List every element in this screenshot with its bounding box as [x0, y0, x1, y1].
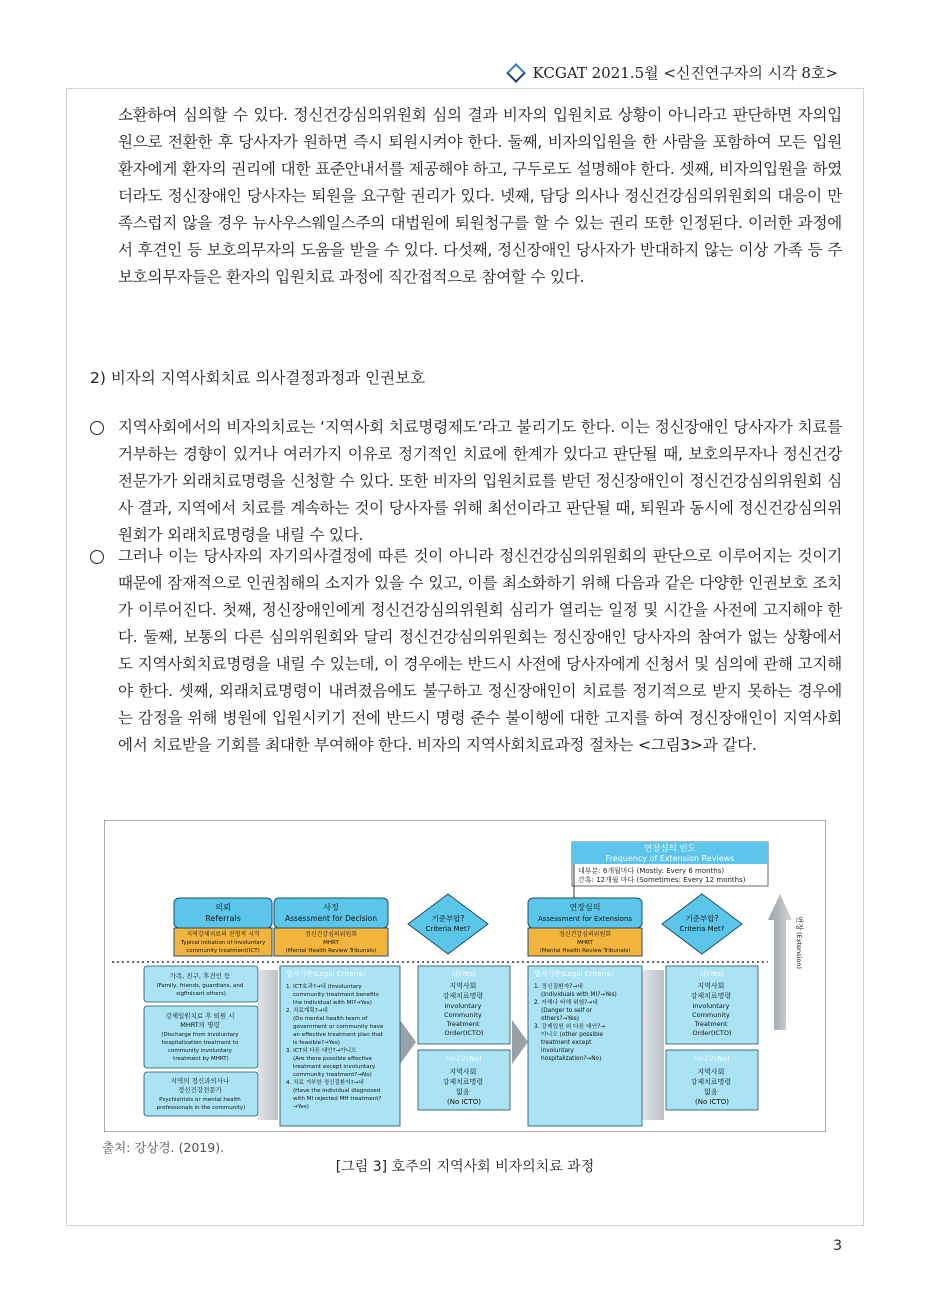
decision-sub-ko: 정신건강심의위원회 [304, 931, 358, 938]
section-title: 2) 비자의 지역사회치료 의사결정과정과 인권보호 [90, 369, 426, 387]
extension-arrow-ko: 연장 [795, 916, 804, 931]
bullet-paragraph-2: 그러나 이는 당사자의 자기의사결정에 따른 것이 아니라 정신건강심의위원회의 판단으로 이루어지는 것이기 때문에 잠재적으로 인권침해의 소지가 있을 수 있고, 이를 최소화하기 위해 다음과 같은 다양한 인권보호 조치가 이루어진다. 첫째, 정신장애인에게 정신건강심의위원회 심리가 열리는 일정 및 시간을 사전에 고지해야 한다. 둘째, 보통의 다른 심의위원회와 달리 정신건강심의위원회는 정신장애인 당사자의 참여가 없는 상황에서도 지역사회치료명령을 내릴 수 있는데, 이 경우에는 반드시 사전에 당사자에게 신청서 및 심의에 관해 고지해야 한다. 셋째, 외래치료명령이 내려졌음에도 불구하고 정신장애인이 치료를 정기적으로 받지 못하는 경우에는 감정을 위해 병원에 입원시키기 전에 반드시 명령 준수 불이행에 대한 고지를 하여 정신장애인이 지역사회에서 치료받을 기회를 최대한 부여해야 한다. 비자의 지역사회치료과정 절차는 <그림3>과 같다. [118, 547, 842, 754]
referrals-sub-en2: community treatment(ICT) [186, 948, 260, 954]
decision-sub-en2: (Mental Health Review Tribunals) [285, 948, 377, 954]
criteria2-en: Criteria Met? [679, 925, 725, 933]
extension-freq-line2: 간혹: 12개월 마다 (Sometimes: Every 12 months) [578, 876, 746, 884]
legal-criteria-box-2 [528, 966, 642, 1126]
extension-sub-en2: (Mental Health Review Tribunals) [539, 948, 631, 954]
page-number: 3 [833, 1238, 842, 1254]
referrals-sub-en1: Typical initiation of involuntary [180, 940, 266, 946]
criteria1-en: Criteria Met? [425, 925, 471, 933]
legal-criteria-box-1 [280, 966, 400, 1126]
yes-1-label: 네(Yes) [452, 970, 476, 978]
header-text: KCGAT 2021.5월 <신진연구자의 시각 8호> [532, 64, 838, 82]
ref-box-3-text: 지역의 정신과의사나 정신건강전문가 Psychistrists or mental health professionals in the community) [156, 1077, 246, 1111]
yes-2-text: 지역사회 강제치료명령 Involuntary Community Treatment Order(ICTO) [690, 982, 732, 1037]
figure-flowchart [104, 820, 826, 1132]
extension-sub-en1: MHRT [577, 940, 593, 946]
criteria1-ko: 기준부합? [431, 914, 465, 923]
ref-box-1-text: 가족, 친구, 후견인 등 (Family, friends, guardians, and sigfinicant others) [156, 972, 244, 997]
ref-box-2-text: 강제입원치료 후 퇴원 시 MHRT의 명령 (Discharge from involuntary hospitalization treatment to community involuntary treatment by MHRT) [161, 1012, 239, 1062]
no-2-label: 아니오(No) [694, 1055, 730, 1063]
body-paragraph: 소환하여 심의할 수 있다. 정신건강심의위원회 심의 결과 비자의 입원치료 상황이 아니라고 판단하면 자의입원으로 전환한 후 당사자가 원하면 즉시 퇴원시켜야 한다. 둘째, 비자의입원을 한 사람을 포함하여 모든 입원환자에게 환자의 권리에 대한 표준안내서를 제공해야 하고, 구두로도 설명해야 한다. 셋째, 비자의입원을 하였더라도 정신장애인 당사자는 퇴원을 요구할 권리가 있다. 넷째, 담당 의사나 정신건강심의위원회의 대응이 만족스럽지 않을 경우 뉴사우스웨일스주의 대법원에 퇴원청구를 할 수 있는 권리 또한 인정된다. 이러한 과정에서 후견인 등 보호의무자의 도움을 받을 수 있다. 다섯째, 정신장애인 당사자가 반대하지 않는 이상 가족 등 주 보호의무자들은 환자의 입원치료 과정에 직간접적으로 참여할 수 있다. [118, 106, 842, 286]
no-2-text: 지역사회 강제치료명령 없음 (No ICTO) [690, 1068, 732, 1106]
no-1-label: 아니오(No) [446, 1055, 482, 1063]
no-1-text: 지역사회 강제치료명령 없음 (No ICTO) [442, 1068, 484, 1106]
extension-freq-title-ko: 연장심의 빈도 [644, 844, 696, 854]
referrals-title-en: Referrals [205, 914, 241, 923]
referrals-title-ko: 의뢰 [215, 903, 231, 912]
extension-title-ko: 연장심의 [569, 903, 601, 912]
legal-criteria-2-text: 1. 정신질환자?→네 (Individuals with MI?→Yes) 2. 자해나 타해 위험?→네 (Danger to self or others?→Yes) 3. 강제입원 외 다른 대안?→ 아니오 (other possible treatment except involuntary hospitalization?→No) [534, 984, 617, 1062]
decision-title-ko: 사정 [323, 903, 339, 912]
legal-criteria-1-title: 법적기준(Legal Criteria) [286, 970, 366, 978]
extension-arrow-en: (Extension) [795, 932, 803, 969]
decision-sub-en1: MHRT [323, 940, 339, 946]
flow-arrow-4 [642, 970, 664, 1120]
circle-bullet-icon [90, 421, 104, 435]
diamond-icon [506, 63, 526, 83]
legal-criteria-2-title: 법적기준(Legal Criteria) [534, 970, 614, 978]
extension-sub-ko: 정신건강심의위원회 [558, 931, 612, 938]
bullet-paragraph-1: 지역사회에서의 비자의치료는 ‘지역사회 치료명령제도’라고 불리기도 한다. 이는 정신장애인 당사자가 치료를 거부하는 경향이 있거나 여러가지 이유로 정기적인 치료에 한계가 있다고 판단될 때, 보호의무자나 정신건강전문가가 외래치료명령을 신청할 수 있다. 또한 비자의 입원치료를 받던 정신장애인이 정신건강심의위원회 심사 결과, 지역에서 치료를 계속하는 것이 당사자를 위해 최선이라고 판단될 때, 퇴원과 동시에 정신건강심의위원회가 외래치료명령을 내릴 수 있다. [118, 418, 842, 544]
yes-2-label: 네(Yes) [700, 970, 724, 978]
referrals-sub-ko: 지역강제치료의 전형적 시작 [186, 931, 260, 938]
legal-criteria-1-text: 1. ICT효과?→네 (Involuntary community treatment benefits the individual with MI?→Yes) 2. 치료계획?→네 (Do mental health team of government or community have an effective treatment plan that is feasible?→Yes) 3. ICT외 다른 대안?→아니오 (Are there possible effective treatment except involuntary community treatment?→No) 4. 치료 거부한 정신질환자?→네 (Have the individual diagnosed with MI rejected MH treatment? →Yes) [286, 984, 384, 1110]
criteria2-ko: 기준부합? [685, 914, 719, 923]
extension-freq-title-en: Frequency of Extension Reviews [605, 854, 735, 863]
circle-bullet-icon [90, 550, 104, 564]
yes-1-text: 지역사회 강제치료명령 Involuntary Community Treatment Order(ICTO) [442, 982, 484, 1037]
figure-caption: [그림 3] 호주의 지역사회 비자의치료 과정 [335, 1159, 595, 1175]
figure-source: 출처: 강상경. (2019). [102, 1140, 225, 1155]
extension-title-en: Assessment for Extensions [537, 915, 633, 923]
page-header [509, 62, 838, 83]
flow-arrow-1 [258, 970, 278, 1120]
decision-title-en: Assessment for Decision [285, 914, 377, 923]
extension-freq-line1: 대부분: 6개월마다 (Mostly: Every 6 months) [578, 867, 725, 875]
